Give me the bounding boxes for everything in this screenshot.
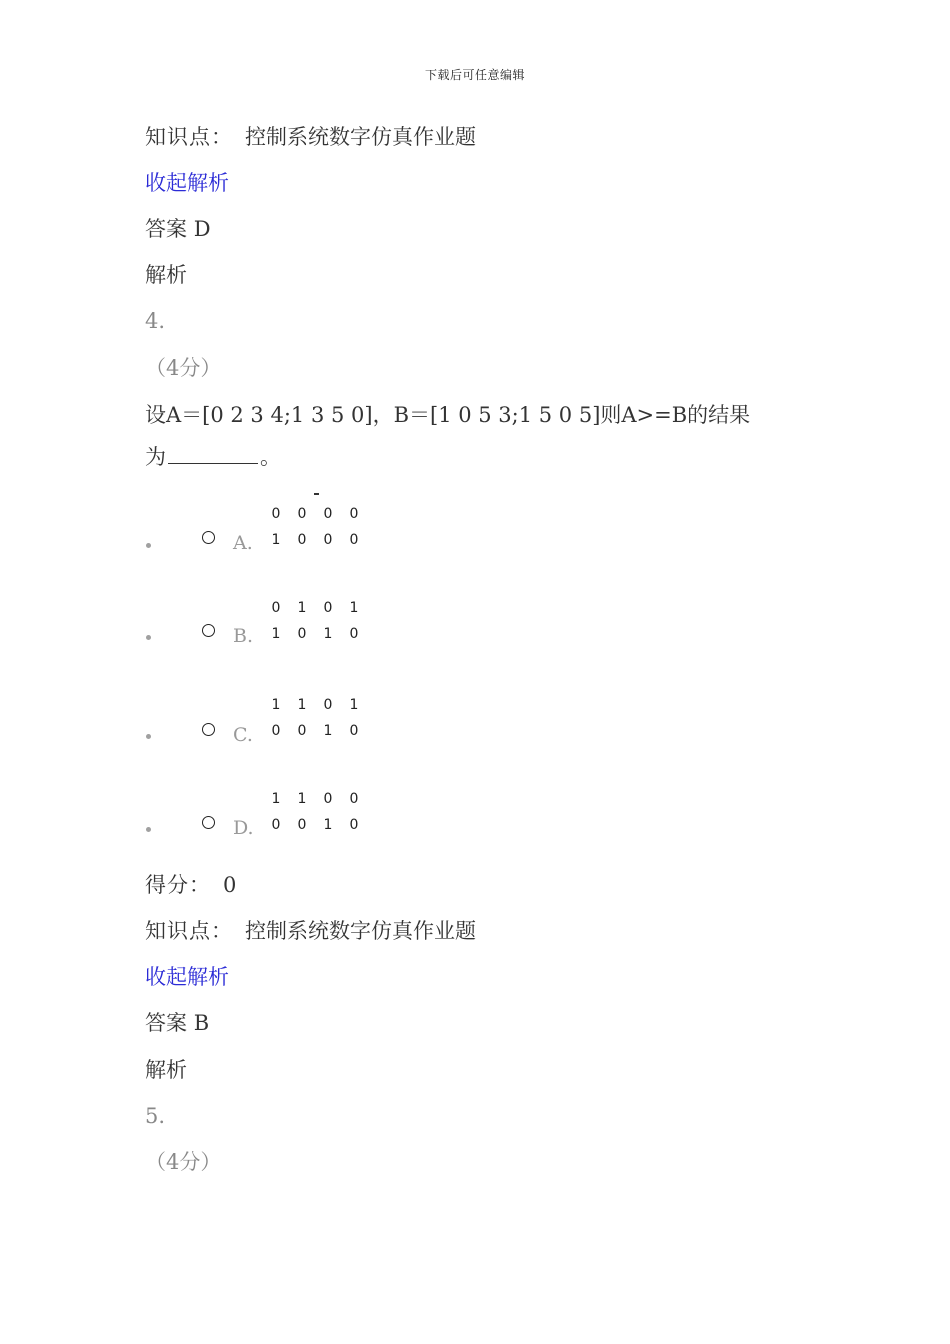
matrix-cell: 0 bbox=[297, 626, 307, 642]
list-bullet bbox=[146, 827, 151, 832]
matrix-graphic bbox=[268, 693, 368, 745]
option-letter-c: C. bbox=[233, 724, 253, 746]
matrix-cell: 0 bbox=[349, 723, 359, 739]
matrix-cell: 0 bbox=[297, 506, 307, 522]
matrix-cell: 1 bbox=[271, 532, 281, 548]
matrix-cell: 0 bbox=[323, 600, 333, 616]
matrix-cell: 0 bbox=[323, 506, 333, 522]
option-c[interactable] bbox=[0, 691, 950, 751]
answer-blank bbox=[168, 445, 258, 464]
matrix-cell: 1 bbox=[297, 697, 307, 713]
answer-value: D bbox=[193, 217, 211, 241]
option-matrix-a bbox=[268, 502, 368, 554]
answer-row bbox=[145, 216, 211, 242]
matrix-cell: 0 bbox=[323, 532, 333, 548]
answer-label: 答案 bbox=[145, 217, 187, 241]
score-label: 得分： bbox=[145, 873, 211, 897]
matrix-cell: 0 bbox=[271, 600, 281, 616]
matrix-cell: 0 bbox=[323, 697, 333, 713]
option-letter-a: A. bbox=[233, 532, 253, 554]
matrix-cell: 0 bbox=[271, 817, 281, 833]
matrix-cell: 0 bbox=[349, 817, 359, 833]
matrix-cell: 1 bbox=[323, 817, 333, 833]
option-a[interactable] bbox=[0, 500, 950, 560]
matrix-cell: 0 bbox=[323, 791, 333, 807]
matrix-cell: 1 bbox=[271, 791, 281, 807]
option-letter-b: B. bbox=[233, 625, 254, 647]
matrix-graphic bbox=[268, 787, 368, 839]
list-bullet bbox=[146, 543, 151, 548]
matrix-cell: 1 bbox=[349, 697, 359, 713]
matrix-cell: 0 bbox=[271, 723, 281, 739]
list-bullet bbox=[146, 635, 151, 640]
answer-label: 答案 bbox=[145, 1011, 187, 1035]
knowledge-point-row bbox=[145, 918, 476, 944]
knowledge-point-label: 知识点： bbox=[145, 125, 233, 149]
question-number: 5. bbox=[145, 1104, 166, 1128]
matrix-mark bbox=[314, 493, 319, 495]
matrix-cell: 0 bbox=[349, 791, 359, 807]
matrix-cell: 1 bbox=[323, 723, 333, 739]
matrix-cell: 1 bbox=[271, 626, 281, 642]
score-value: 0 bbox=[223, 873, 237, 897]
knowledge-point-label: 知识点： bbox=[145, 919, 233, 943]
score-row bbox=[145, 872, 236, 898]
answer-row bbox=[145, 1010, 209, 1036]
matrix-cell: 0 bbox=[297, 817, 307, 833]
question-points: （4分） bbox=[145, 356, 222, 380]
matrix-cell: 0 bbox=[349, 626, 359, 642]
knowledge-point-value: 控制系统数字仿真作业题 bbox=[245, 919, 476, 943]
radio-button-d[interactable] bbox=[202, 816, 215, 829]
knowledge-point-value: 控制系统数字仿真作业题 bbox=[245, 125, 476, 149]
matrix-graphic bbox=[268, 596, 368, 648]
matrix-cell: 0 bbox=[297, 723, 307, 739]
question-text-line2 bbox=[145, 444, 281, 470]
option-matrix-b bbox=[268, 596, 368, 648]
collapse-analysis-link[interactable]: 收起解析 bbox=[145, 171, 229, 195]
page-header: 下载后可任意编辑 bbox=[424, 68, 525, 82]
option-letter-d: D. bbox=[233, 817, 254, 839]
option-b[interactable] bbox=[0, 594, 950, 654]
analysis-label: 解析 bbox=[145, 263, 187, 287]
question-text-suffix: 。 bbox=[260, 445, 281, 469]
matrix-cell: 1 bbox=[297, 600, 307, 616]
knowledge-point-row bbox=[145, 124, 476, 150]
matrix-cell: 0 bbox=[271, 506, 281, 522]
list-bullet bbox=[146, 734, 151, 739]
question-number: 4. bbox=[145, 309, 166, 333]
matrix-graphic bbox=[268, 502, 368, 554]
matrix-cell: 1 bbox=[349, 600, 359, 616]
matrix-cell: 1 bbox=[271, 697, 281, 713]
matrix-cell: 1 bbox=[297, 791, 307, 807]
matrix-cell: 0 bbox=[349, 532, 359, 548]
radio-button-c[interactable] bbox=[202, 723, 215, 736]
question-points: （4分） bbox=[145, 1150, 222, 1174]
matrix-cell: 0 bbox=[349, 506, 359, 522]
radio-button-a[interactable] bbox=[202, 531, 215, 544]
answer-value: B bbox=[193, 1011, 210, 1035]
option-matrix-c bbox=[268, 693, 368, 745]
matrix-cell: 0 bbox=[297, 532, 307, 548]
option-matrix-d bbox=[268, 787, 368, 839]
question-text-prefix: 为 bbox=[145, 445, 166, 469]
collapse-analysis-link[interactable]: 收起解析 bbox=[145, 965, 229, 989]
matrix-cell: 1 bbox=[323, 626, 333, 642]
question-text-line1: 设A＝[0 2 3 4;1 3 5 0]，B＝[1 0 5 3;1 5 0 5]则A>=B的结果 bbox=[145, 403, 751, 427]
option-d[interactable] bbox=[0, 785, 950, 845]
radio-button-b[interactable] bbox=[202, 624, 215, 637]
analysis-label: 解析 bbox=[145, 1058, 187, 1082]
